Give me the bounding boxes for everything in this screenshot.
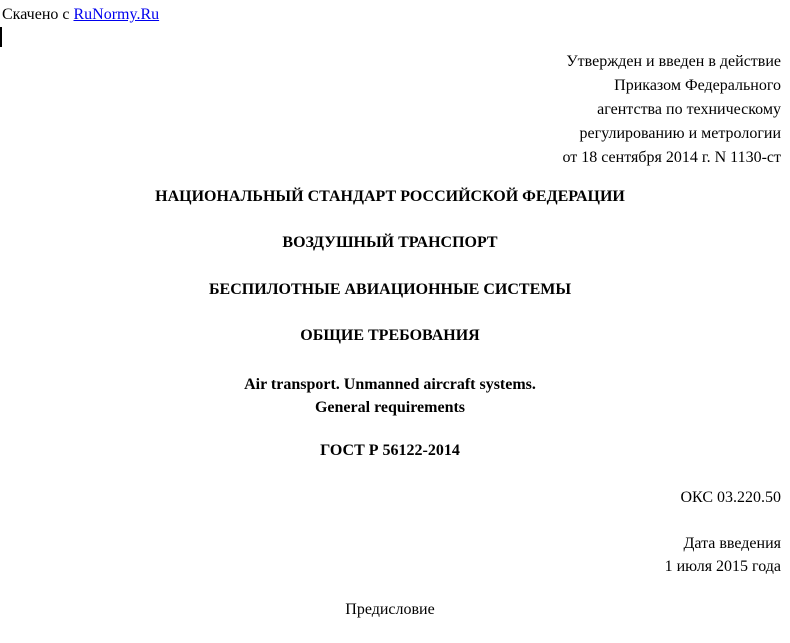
source-line (2, 5, 159, 24)
title-line-3: ОБЩИЕ ТРЕБОВАНИЯ (300, 327, 480, 344)
source-prefix: Скачено с (2, 6, 74, 23)
introduction-label: Дата введения (683, 535, 781, 552)
introduction-date: 1 июля 2015 года (664, 558, 781, 575)
text-cursor (0, 27, 2, 47)
approval-line: Приказом Федерального (614, 77, 781, 94)
introduction-date-block (665, 532, 781, 578)
approval-line: от 18 сентября 2014 г. N 1130-ст (562, 149, 781, 166)
title-line-2: БЕСПИЛОТНЫЕ АВИАЦИОННЫЕ СИСТЕМЫ (208, 281, 572, 298)
english-title-line-2: General requirements (314, 399, 466, 416)
english-title-line-1: Air transport. Unmanned aircraft systems. (244, 376, 536, 393)
approval-line: Утвержден и введен в действие (566, 53, 781, 70)
english-title (0, 373, 780, 419)
source-link[interactable]: RuNormy.Ru (73, 6, 160, 23)
title-line-1: ВОЗДУШНЫЙ ТРАНСПОРТ (282, 234, 498, 251)
approval-line: агентства по техническому (597, 101, 781, 118)
preface-heading: Предисловие (345, 601, 435, 618)
approval-line: регулированию и метрологии (579, 125, 781, 142)
approval-block (562, 50, 781, 170)
oks-code: ОКС 03.220.50 (680, 489, 781, 506)
gost-number: ГОСТ Р 56122-2014 (320, 442, 460, 459)
standard-type-heading: НАЦИОНАЛЬНЫЙ СТАНДАРТ РОССИЙСКОЙ ФЕДЕРАЦИИ (155, 188, 625, 205)
